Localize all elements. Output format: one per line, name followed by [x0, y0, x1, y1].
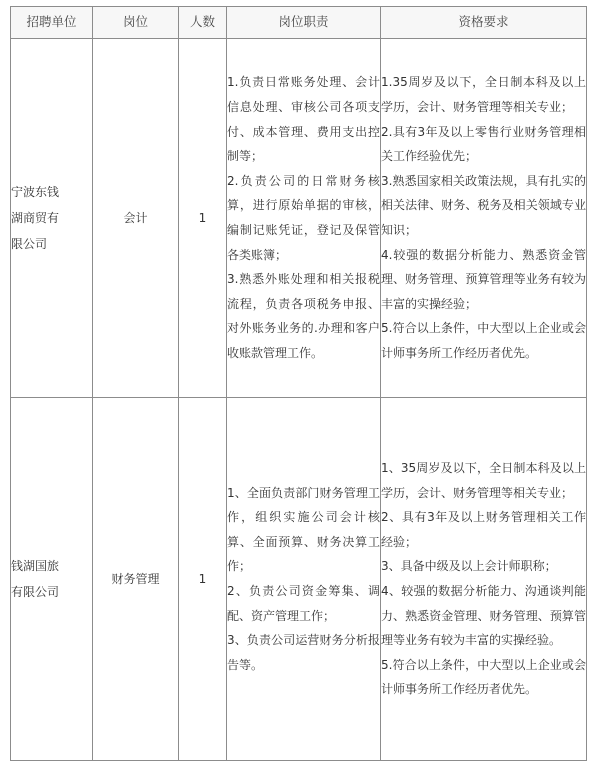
- unit-line: 钱湖国旅: [11, 559, 60, 573]
- table-row: [11, 39, 587, 398]
- requirement-item: 3.熟悉国家相关政策法规，具有扎实的相关法律、财务、税务及相关领域专业知识；: [381, 173, 586, 237]
- requirement-item: 2、具有3年及以上财务管理相关工作经验；: [381, 510, 586, 549]
- duty-item: 3.熟悉外账处理和相关报税流程，负责各项税务申报、对外账务业务的.办理和客户收账款管理工作。: [227, 272, 380, 360]
- requirement-item: 2.具有3年及以上零售行业财务管理相关工作经验优先；: [381, 124, 586, 164]
- recruitment-table: [10, 6, 587, 761]
- header-count: 人数: [179, 7, 227, 39]
- requirements-cell: [381, 398, 587, 761]
- table-row: [11, 398, 587, 761]
- requirement-item: 5.符合以上条件，中大型以上企业或会计师事务所工作经历者优先。: [381, 321, 586, 360]
- header-duties: 岗位职责: [227, 7, 381, 39]
- requirement-item: 4、较强的数据分析能力、沟通谈判能力、熟悉资金管理、财务管理、预算管理等业务有较为丰富的实操经验。: [381, 584, 586, 648]
- unit-line: 湖商贸有: [11, 211, 60, 225]
- requirement-item: 3、具备中级及以上会计师职称；: [381, 559, 557, 574]
- position-cell: 财务管理: [93, 398, 179, 761]
- duty-item: 1、全面负责部门财务管理工作，组织实施公司会计核算、全面预算、财务决算工作；: [227, 485, 380, 574]
- duties-cell: [227, 39, 381, 398]
- requirement-item: 4.较强的数据分析能力、熟悉资金管理、财务管理、预算管理等业务有较为丰富的实操经验；: [381, 247, 586, 311]
- unit-line: 限公司: [11, 237, 48, 251]
- count-cell: 1: [179, 398, 227, 761]
- duty-item: 2.负责公司的日常财务核算，进行原始单据的审核，编制记账凭证，登记及保管各类账簿；: [227, 173, 380, 262]
- requirement-item: 1、35周岁及以下，全日制本科及以上学历，会计、财务管理等相关专业；: [381, 461, 586, 500]
- duties-cell: [227, 398, 381, 761]
- unit-cell: [11, 39, 93, 398]
- header-unit: 招聘单位: [11, 7, 93, 39]
- unit-line: 宁波东钱: [11, 185, 60, 199]
- duty-item: 2、负责公司资金筹集、调配、资产管理工作；: [227, 584, 380, 623]
- position-cell: 会计: [93, 39, 179, 398]
- unit-cell: [11, 398, 93, 761]
- header-position: 岗位: [93, 7, 179, 39]
- count-cell: 1: [179, 39, 227, 398]
- requirements-cell: [381, 39, 587, 398]
- duty-item: 3、负责公司运营财务分析报告等。: [227, 633, 380, 672]
- duty-item: 1.负责日常账务处理、会计信息处理、审核公司各项支付、成本管理、费用支出控制等；: [227, 75, 380, 164]
- header-requirements: 资格要求: [381, 7, 587, 39]
- requirement-item: 1.35周岁及以下，全日制本科及以上学历，会计、财务管理等相关专业；: [381, 75, 586, 115]
- requirement-item: 5.符合以上条件，中大型以上企业或会计师事务所工作经历者优先。: [381, 657, 586, 697]
- table-header-row: [11, 7, 587, 39]
- unit-line: 有限公司: [11, 585, 60, 599]
